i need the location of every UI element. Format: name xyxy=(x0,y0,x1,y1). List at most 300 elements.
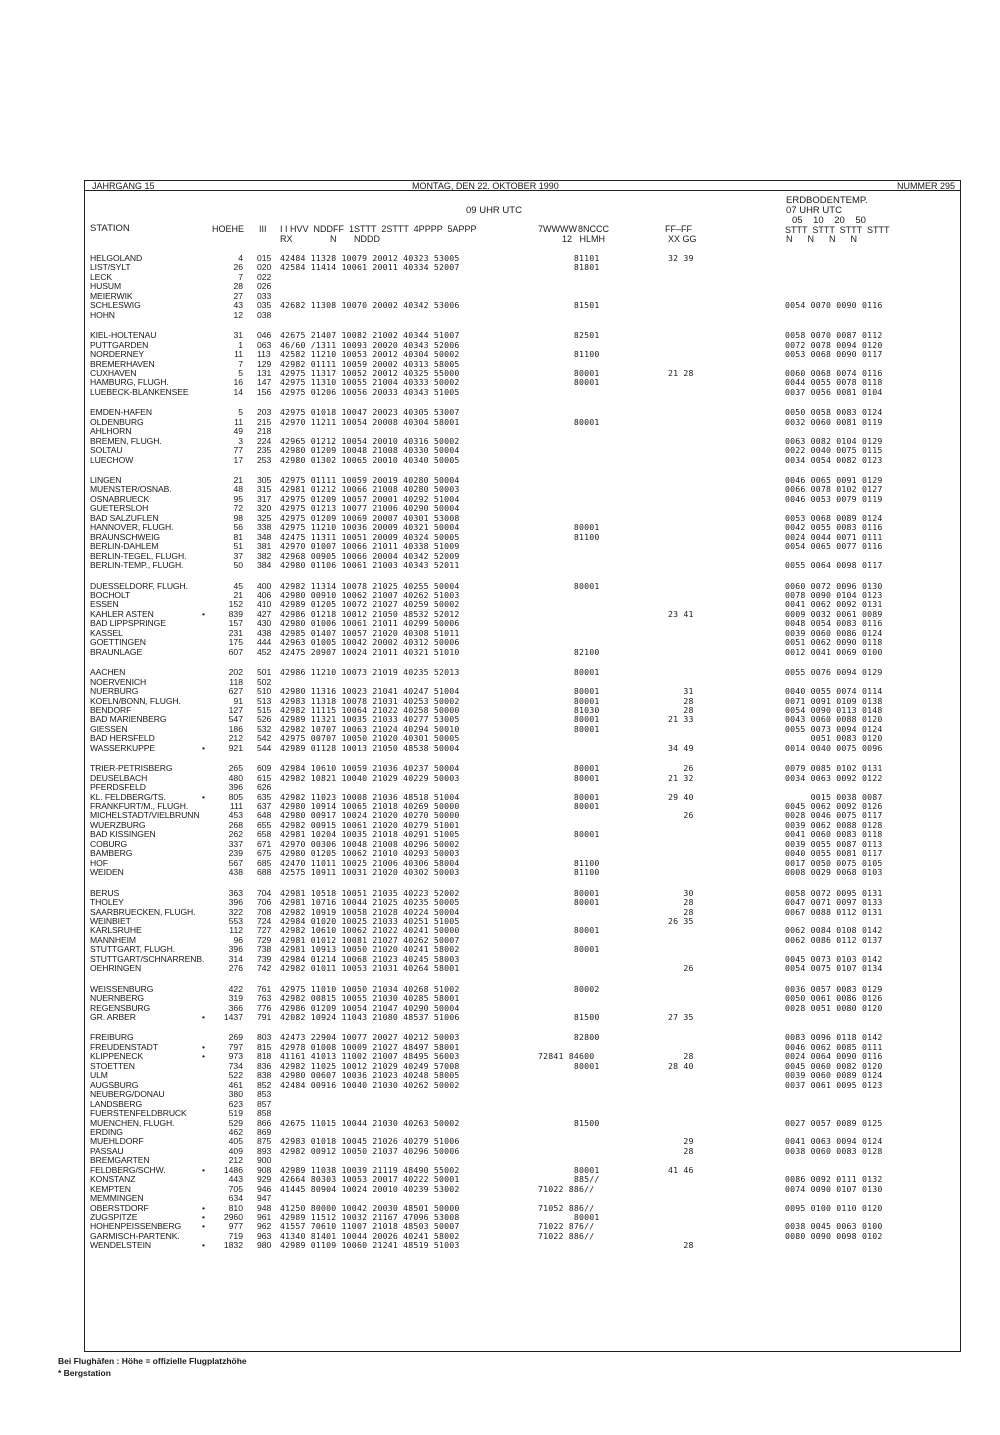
station-id: 818 xyxy=(257,1051,272,1062)
station-height: 529 xyxy=(228,1117,243,1128)
station-name: MICHELSTADT/VIELBRUNN xyxy=(90,810,200,821)
station-name: KAHLER ASTEN xyxy=(90,608,154,619)
synop-groups: 42682 11308 10070 20002 40342 53006 xyxy=(280,300,460,311)
synop-groups: 42982 11023 10008 21036 48518 51004 xyxy=(280,791,460,802)
station-id: 410 xyxy=(257,599,272,610)
weather-groups: 80001 xyxy=(538,772,600,783)
station-id: 400 xyxy=(257,580,272,591)
synop-groups: 42986 01209 10054 21047 40290 50004 xyxy=(280,1002,460,1013)
station-id: 961 xyxy=(257,1212,272,1222)
synop-groups: 42975 01209 10057 20001 40292 51004 xyxy=(280,493,460,504)
synop-groups: 42989 01205 10072 21027 40259 50002 xyxy=(280,599,460,610)
soil-temps: 0054 0075 0107 0134 xyxy=(785,963,883,974)
weather-groups: 81030 xyxy=(538,704,600,715)
soil-temps: 0054 0090 0113 0148 xyxy=(785,704,883,715)
weather-groups: 80001 xyxy=(538,791,600,802)
column-hoehe: HOEHE xyxy=(212,224,245,234)
station-name: OBERSTDORF xyxy=(90,1202,149,1213)
station-id: 626 xyxy=(257,782,272,793)
table-row xyxy=(0,300,1000,310)
station-name: NUERBURG xyxy=(90,686,139,696)
weather-groups: 80001 xyxy=(538,695,600,706)
station-id: 544 xyxy=(257,742,272,753)
soil-temps: 0058 0072 0095 0131 xyxy=(785,887,883,898)
table-row xyxy=(0,455,1000,465)
soil-temps: 0040 0055 0081 0117 xyxy=(785,848,883,859)
synop-groups: 42982 11025 10012 21029 40249 57008 xyxy=(280,1060,460,1071)
synop-groups: 42982 11115 10064 21022 40258 50000 xyxy=(280,704,460,715)
synop-groups: 42982 00912 10050 21037 40296 50006 xyxy=(280,1145,460,1156)
soil-temps: 0074 0090 0107 0130 xyxy=(785,1183,883,1194)
synop-groups: 42975 11210 10036 20009 40321 50004 xyxy=(280,522,460,533)
soil-temps: 0041 0062 0092 0131 xyxy=(785,599,883,610)
synop-groups: 42584 11414 10061 20011 40334 52007 xyxy=(280,262,460,273)
station-id: 430 xyxy=(257,618,272,629)
station-id: 803 xyxy=(257,1032,272,1043)
station-name: EMDEN-HAFEN xyxy=(90,407,152,418)
weather-groups: 81501 xyxy=(538,300,600,311)
synop-groups: 42475 20907 10024 21011 40321 51010 xyxy=(280,646,460,657)
station-height: 16 xyxy=(233,377,243,388)
station-name: AHLHORN xyxy=(90,426,132,437)
wind-gust: 30 xyxy=(668,887,694,898)
station-height: 7 xyxy=(238,271,243,282)
station-id: 685 xyxy=(257,857,272,868)
table-row xyxy=(0,1240,1000,1250)
wind-gust: 34 49 xyxy=(668,742,694,753)
station-id: 962 xyxy=(257,1221,272,1232)
station-id: 857 xyxy=(257,1098,272,1109)
station-height: 405 xyxy=(228,1136,243,1147)
station-id: 427 xyxy=(257,608,272,619)
synop-groups: 42980 10914 10065 21018 40269 50000 xyxy=(280,801,460,811)
station-height: 719 xyxy=(228,1230,243,1241)
station-id: 637 xyxy=(257,801,272,811)
station-height: 553 xyxy=(228,915,243,926)
wind-gust: 28 xyxy=(668,1240,694,1251)
soil-temps: 0028 0046 0075 0117 xyxy=(785,810,883,821)
station-id: 022 xyxy=(257,271,272,282)
table-row xyxy=(0,867,1000,877)
soil-temps: 0095 0100 0110 0120 xyxy=(785,1202,883,1213)
synop-groups: 42984 01214 10068 21023 40245 58003 xyxy=(280,953,460,964)
synop-groups: 41250 80000 10042 20030 48501 50000 xyxy=(280,1202,460,1213)
table-row xyxy=(0,1003,1000,1013)
station-id: 742 xyxy=(257,963,272,974)
wind-gust: 28 xyxy=(668,704,694,715)
station-name: KLIPPENECK xyxy=(90,1051,143,1062)
station-name: FREIBURG xyxy=(90,1032,134,1043)
station-name: THOLEY xyxy=(90,897,124,907)
station-id: 452 xyxy=(257,646,272,657)
weather-groups: 82100 xyxy=(538,646,600,657)
station-name: ZUGSPITZE xyxy=(90,1212,138,1222)
station-name: MANNHEIM xyxy=(90,934,136,945)
synop-groups: 42975 01111 10059 20019 40280 50004 xyxy=(280,475,460,485)
synop-groups: 42975 01209 10069 20007 40301 53008 xyxy=(280,512,460,523)
station-name: BREMEN, FLUGH. xyxy=(90,435,162,446)
station-height: 81 xyxy=(233,531,243,542)
station-name: DEUSELBACH xyxy=(90,772,148,783)
station-id: 444 xyxy=(257,637,272,648)
soil-temps: 0072 0078 0094 0120 xyxy=(785,339,883,350)
column-group-sub: RX N NDDD xyxy=(280,234,381,244)
synop-groups: 42980 00607 10036 21023 40248 58005 xyxy=(280,1070,460,1081)
soil-temps: 0038 0060 0083 0128 xyxy=(785,1145,883,1156)
station-name: STUTTGART, FLUGH. xyxy=(90,944,176,955)
soil-temps: 0039 0062 0088 0128 xyxy=(785,819,883,830)
soil-temps: 0009 0032 0061 0089 xyxy=(785,608,883,619)
mountain-station-marker: • xyxy=(202,1051,206,1062)
soil-temps: 0046 0065 0091 0129 xyxy=(785,475,883,485)
station-height: 5 xyxy=(238,407,243,418)
synop-groups: 42965 01212 10054 20010 40316 50002 xyxy=(280,435,460,446)
station-name: NUERNBERG xyxy=(90,993,145,1004)
table-row xyxy=(0,560,1000,570)
soil-temps: 0062 0086 0112 0137 xyxy=(785,934,883,945)
soil-temps: 0034 0054 0082 0123 xyxy=(785,454,883,465)
synop-groups: 42982 10821 10040 21029 40229 50003 xyxy=(280,772,460,783)
station-height: 607 xyxy=(228,646,243,657)
station-height: 45 xyxy=(233,580,243,591)
station-id: 156 xyxy=(257,386,272,397)
station-name: STOETTEN xyxy=(90,1060,135,1071)
synop-groups: 42984 01020 10025 21033 40251 51005 xyxy=(280,915,460,926)
station-height: 276 xyxy=(228,963,243,974)
synop-groups: 42989 01128 10013 21050 48538 50004 xyxy=(280,742,460,753)
station-name: MEMMINGEN xyxy=(90,1193,144,1204)
station-height: 453 xyxy=(228,810,243,821)
observation-time: 09 UHR UTC xyxy=(466,205,522,216)
weather-groups: 82501 xyxy=(538,330,600,341)
station-id: 658 xyxy=(257,829,272,840)
station-height: 3 xyxy=(238,435,243,446)
wind-gust: 28 xyxy=(668,1051,694,1062)
station-height: 480 xyxy=(228,772,243,783)
station-height: 37 xyxy=(233,550,243,561)
station-height: 734 xyxy=(228,1060,243,1071)
station-id: 615 xyxy=(257,772,272,783)
soil-temps: 0027 0057 0089 0125 xyxy=(785,1117,883,1128)
station-name: BERLIN-DAHLEM xyxy=(90,541,159,552)
table-row xyxy=(0,1012,1000,1022)
mountain-station-marker: • xyxy=(202,742,206,753)
station-height: 50 xyxy=(233,560,243,570)
station-id: 406 xyxy=(257,590,272,600)
synop-groups: 42981 10716 10044 21025 40235 50005 xyxy=(280,897,460,907)
station-height: 380 xyxy=(228,1089,243,1100)
station-id: 852 xyxy=(257,1079,272,1090)
table-row xyxy=(0,897,1000,907)
station-name: SCHLESWIG xyxy=(90,300,141,311)
table-row xyxy=(0,705,1000,715)
table-row xyxy=(0,1165,1000,1175)
station-id: 526 xyxy=(257,714,272,725)
station-name: BREMERHAVEN xyxy=(90,358,155,369)
station-id: 215 xyxy=(257,416,272,427)
soil-n-row: N N N N xyxy=(786,234,858,244)
table-row xyxy=(0,310,1000,320)
table-row xyxy=(0,1089,1000,1099)
synop-groups: 42982 00815 10055 21030 40285 58001 xyxy=(280,993,460,1004)
weather-groups: 71022 876// xyxy=(538,1221,595,1232)
weather-groups: 81100 xyxy=(538,349,600,359)
station-name: KL. FELDBERG/TS. xyxy=(90,791,166,802)
wind-gust: 26 xyxy=(668,963,694,974)
station-name: OEHRINGEN xyxy=(90,963,142,974)
station-id: 035 xyxy=(257,300,272,311)
soil-temps: 0067 0088 0112 0131 xyxy=(785,906,883,917)
station-name: GUETERSLOH xyxy=(90,503,149,514)
weather-groups: 80001 xyxy=(538,897,600,907)
station-name: BENDORF xyxy=(90,704,132,715)
station-id: 147 xyxy=(257,377,272,388)
station-name: LECK xyxy=(90,271,113,282)
station-name: BAD LIPPSPRINGE xyxy=(90,618,166,629)
weather-groups: 81500 xyxy=(538,1012,600,1022)
station-height: 623 xyxy=(228,1098,243,1109)
station-name: KIEL-HOLTENAU xyxy=(90,330,157,341)
soil-temps: 0079 0085 0102 0131 xyxy=(785,763,883,774)
station-id: 947 xyxy=(257,1193,272,1204)
synop-groups: 42981 01212 10066 21008 40280 50003 xyxy=(280,484,460,495)
station-height: 805 xyxy=(228,791,243,802)
station-height: 268 xyxy=(228,819,243,830)
table-row xyxy=(0,916,1000,926)
station-height: 118 xyxy=(229,676,243,687)
synop-groups: 42981 10518 10051 21035 40223 52002 xyxy=(280,887,460,898)
station-id: 203 xyxy=(257,407,272,418)
weather-groups: 81101 xyxy=(538,253,600,263)
synop-groups: 42980 01302 10065 20010 40340 50005 xyxy=(280,454,460,465)
station-name: ERDING xyxy=(90,1126,123,1137)
station-name: CUXHAVEN xyxy=(90,367,137,378)
mountain-station-marker: • xyxy=(202,1012,206,1022)
station-height: 231 xyxy=(228,627,243,638)
table-row xyxy=(0,848,1000,858)
volume-label: JAHRGANG 15 xyxy=(92,181,155,191)
station-id: 542 xyxy=(257,733,272,744)
station-id: 113 xyxy=(257,349,271,359)
soil-temps: 0042 0055 0083 0116 xyxy=(785,522,883,533)
weather-groups: 81100 xyxy=(538,867,600,878)
synop-groups: 41161 41013 11002 21007 48495 56003 xyxy=(280,1051,460,1062)
station-height: 462 xyxy=(228,1126,243,1137)
weather-groups: 80001 xyxy=(538,723,600,734)
station-height: 152 xyxy=(228,599,243,610)
wind-gust: 28 xyxy=(668,906,694,917)
station-height: 522 xyxy=(228,1070,243,1081)
station-name: KOELN/BONN, FLUGH. xyxy=(90,695,181,706)
station-id: 438 xyxy=(257,627,272,638)
synop-groups: 41340 81401 10044 20026 40241 58002 xyxy=(280,1230,460,1241)
station-name: OSNABRUECK xyxy=(90,493,150,504)
station-id: 893 xyxy=(257,1145,272,1156)
column-ff-sub: XX GG xyxy=(668,234,697,244)
soil-temps: 0032 0060 0081 0119 xyxy=(785,416,883,427)
wind-gust: 21 33 xyxy=(668,714,694,725)
table-row xyxy=(0,368,1000,378)
soil-temps: 0039 0060 0086 0124 xyxy=(785,627,883,638)
station-height: 977 xyxy=(228,1221,243,1232)
station-id: 218 xyxy=(257,426,272,437)
station-height: 31 xyxy=(233,330,243,341)
station-height: 111 xyxy=(229,801,243,811)
station-height: 396 xyxy=(228,782,243,793)
table-row xyxy=(0,647,1000,657)
soil-temps: 0080 0090 0098 0102 xyxy=(785,1230,883,1241)
weather-groups: 81801 xyxy=(538,262,600,273)
station-height: 839 xyxy=(228,608,243,619)
soil-temps: 0038 0045 0063 0100 xyxy=(785,1221,883,1232)
station-height: 11 xyxy=(234,349,243,359)
station-height: 4 xyxy=(238,253,243,263)
table-row xyxy=(0,387,1000,397)
weather-groups: 80001 xyxy=(538,667,600,678)
weather-groups: 885// xyxy=(538,1174,600,1185)
synop-groups: 42484 11328 10079 20012 40323 53005 xyxy=(280,253,460,263)
station-id: 948 xyxy=(257,1202,272,1213)
station-name: FELDBERG/SCHW. xyxy=(90,1164,166,1175)
station-height: 51 xyxy=(233,541,243,552)
station-id: 348 xyxy=(257,531,272,542)
synop-groups: 42981 10204 10035 21018 40291 51005 xyxy=(280,829,460,840)
station-id: 675 xyxy=(257,848,272,859)
table-row xyxy=(0,349,1000,359)
weather-groups: 80002 xyxy=(538,983,600,994)
station-name: HAMBURG, FLUGH. xyxy=(90,377,169,388)
station-name: KONSTANZ xyxy=(90,1174,136,1185)
synop-groups: 42473 22904 10077 20027 40212 50003 xyxy=(280,1032,460,1043)
wind-gust: 28 xyxy=(668,897,694,907)
synop-groups: 42664 80303 10053 20017 40222 50001 xyxy=(280,1174,460,1185)
station-name: LUEBECK-BLANKENSEE xyxy=(90,386,189,397)
weather-groups: 81100 xyxy=(538,531,600,542)
soil-temps: 0050 0061 0086 0126 xyxy=(785,993,883,1004)
station-height: 5 xyxy=(238,367,243,378)
station-id: 875 xyxy=(257,1136,272,1147)
wind-gust: 32 39 xyxy=(668,253,694,263)
station-id: 908 xyxy=(257,1164,272,1175)
soil-temp-title: ERDBODENTEMP. xyxy=(786,195,868,206)
weather-groups: 80001 xyxy=(538,763,600,774)
station-height: 409 xyxy=(228,1145,243,1156)
soil-temps: 0083 0096 0118 0142 xyxy=(785,1032,883,1043)
soil-temps: 0055 0064 0098 0117 xyxy=(785,560,883,570)
column-8nccc: 8NCCC xyxy=(578,224,610,234)
soil-temps: 0050 0058 0083 0124 xyxy=(785,407,883,418)
synop-groups: 42982 10610 10062 21022 40241 50000 xyxy=(280,925,460,936)
station-id: 946 xyxy=(257,1183,272,1194)
station-height: 202 xyxy=(228,667,243,678)
synop-groups: 42975 11010 10050 21034 40268 51002 xyxy=(280,983,460,994)
weather-groups: 72841 84600 xyxy=(538,1051,595,1062)
station-height: 91 xyxy=(233,695,243,706)
wind-gust: 26 xyxy=(668,810,694,821)
station-height: 17 xyxy=(233,454,243,465)
synop-groups: 42975 01206 10056 20033 40343 51005 xyxy=(280,386,460,397)
soil-temps: 0066 0078 0102 0127 xyxy=(785,484,883,495)
station-name: WEISSENBURG xyxy=(90,983,154,994)
weather-groups: 80001 xyxy=(538,377,600,388)
station-name: HOF xyxy=(90,857,108,868)
synop-groups: 42981 10913 10050 21020 40241 58002 xyxy=(280,944,460,955)
synop-groups: 42980 00917 10024 21020 40270 50000 xyxy=(280,810,460,821)
synop-groups: 42978 01008 10009 21027 48497 58001 xyxy=(280,1041,460,1052)
mountain-station-marker: • xyxy=(202,1164,206,1175)
station-id: 729 xyxy=(257,934,272,945)
station-name: PUTTGARDEN xyxy=(90,339,149,350)
table-row xyxy=(0,829,1000,839)
station-height: 366 xyxy=(228,1002,243,1013)
wind-gust: 21 32 xyxy=(668,772,694,783)
station-id: 980 xyxy=(257,1240,272,1251)
table-row xyxy=(0,810,1000,820)
station-id: 724 xyxy=(257,915,272,926)
mountain-station-marker: • xyxy=(202,1221,206,1232)
station-id: 648 xyxy=(257,810,272,821)
station-name: KEMPTEN xyxy=(90,1183,131,1194)
synop-groups: 42975 11317 10052 20012 40325 55000 xyxy=(280,367,460,378)
soil-temps: 0045 0062 0092 0126 xyxy=(785,801,883,811)
station-height: 7 xyxy=(238,358,243,369)
soil-temps: 0071 0091 0109 0138 xyxy=(785,695,883,706)
station-id: 704 xyxy=(257,887,272,898)
table-row xyxy=(0,1032,1000,1042)
wind-gust: 28 xyxy=(668,695,694,706)
table-row xyxy=(0,330,1000,340)
station-height: 322 xyxy=(228,906,243,917)
synop-groups: 42582 11210 10053 20012 40304 50002 xyxy=(280,349,460,359)
station-height: 519 xyxy=(228,1108,243,1118)
station-height: 95 xyxy=(233,493,243,504)
soil-temps: 0060 0068 0074 0116 xyxy=(785,367,883,378)
station-height: 14 xyxy=(233,386,243,397)
station-name: GR. ARBER xyxy=(90,1012,136,1022)
table-row xyxy=(0,599,1000,609)
synop-groups: 42989 11321 10035 21033 40277 53005 xyxy=(280,714,460,725)
soil-temps: 0036 0057 0083 0129 xyxy=(785,983,883,994)
station-id: 501 xyxy=(257,667,272,678)
station-name: GOETTINGEN xyxy=(90,637,146,648)
wind-gust: 21 28 xyxy=(668,367,694,378)
station-name: MUEHLDORF xyxy=(90,1136,144,1147)
station-id: 063 xyxy=(257,339,272,350)
soil-units: STTT STTT STTT STTT xyxy=(785,225,890,235)
station-name: NORDERNEY xyxy=(90,349,145,359)
station-name: HANNOVER, FLUGH. xyxy=(90,522,174,533)
weather-groups: 71022 886// xyxy=(538,1230,595,1241)
table-row xyxy=(0,581,1000,591)
report-date: MONTAG, DEN 22. OKTOBER 1990 xyxy=(412,181,559,191)
station-height: 337 xyxy=(228,838,243,849)
weather-groups: 80001 xyxy=(538,367,600,378)
station-name: COBURG xyxy=(90,838,128,849)
station-name: GARMISCH-PARTENK. xyxy=(90,1230,180,1241)
station-id: 671 xyxy=(257,838,272,849)
station-name: KASSEL xyxy=(90,627,123,638)
station-height: 705 xyxy=(228,1183,243,1194)
mountain-station-marker: • xyxy=(202,1041,206,1052)
mountain-station-marker: • xyxy=(202,1212,206,1222)
table-row xyxy=(0,1221,1000,1231)
soil-temps: 0034 0063 0092 0122 xyxy=(785,772,883,783)
station-id: 502 xyxy=(257,676,272,687)
weather-groups: 80001 xyxy=(538,416,600,427)
station-height: 1486 xyxy=(223,1164,243,1175)
footnote-mountain: * Bergstation xyxy=(58,1368,111,1378)
soil-temps: 0060 0072 0096 0130 xyxy=(785,580,883,591)
